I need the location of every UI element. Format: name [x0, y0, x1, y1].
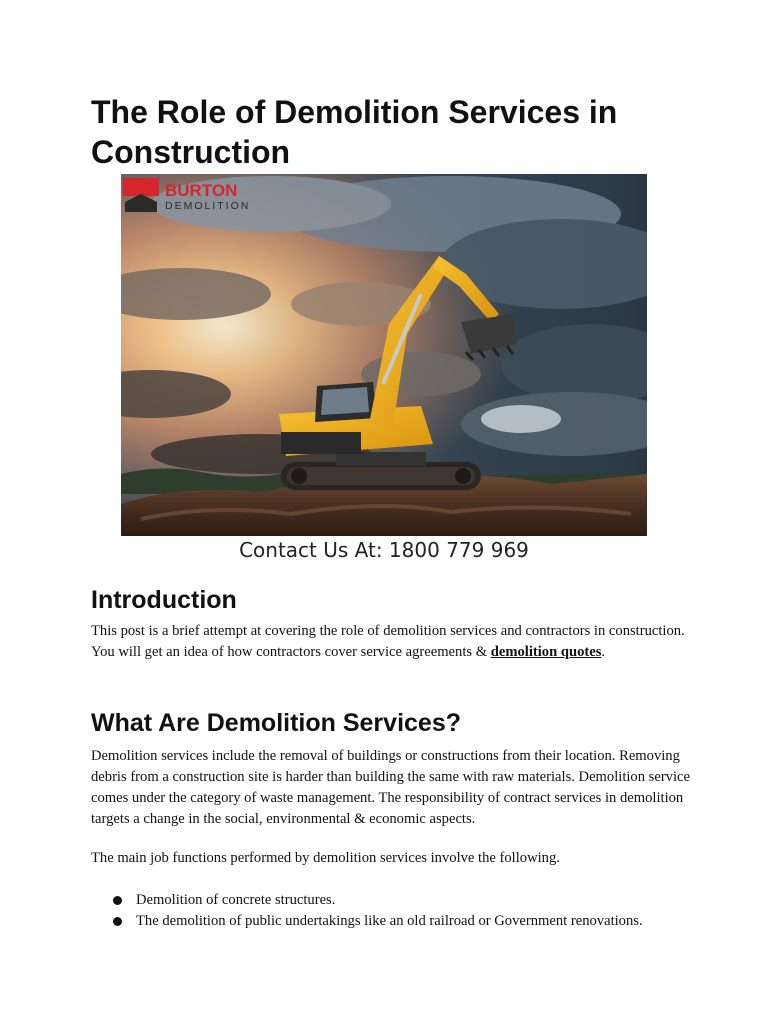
intro-paragraph	[91, 621, 691, 663]
bullet-icon	[113, 896, 122, 905]
logo-word-burton: BURTON	[165, 181, 238, 200]
page-title: The Role of Demolition Services in Construction	[91, 94, 618, 170]
intro-heading: Introduction	[91, 586, 237, 614]
list-item	[91, 911, 711, 932]
services-bullet-list	[91, 890, 711, 932]
logo-word-demolition: DEMOLITION	[165, 200, 251, 212]
services-heading: What Are Demolition Services?	[91, 709, 461, 737]
contact-line: Contact Us At: 1800 779 969	[239, 538, 529, 562]
intro-text: This post is a brief attempt at covering the role of demolition services and contractors in construction. You will get an idea of how contractors cover service agreements &	[91, 623, 685, 660]
list-item-text: The demolition of public undertakings like an old railroad or Government renovations.	[136, 913, 643, 929]
services-paragraph-1: Demolition services include the removal of buildings or constructions from their location. Removing debris from a construction site is harder than building the same with raw materials. Demolition service comes under the category of waste management. The responsibility of contract services in demolition targets a change in the social, environmental & economic aspects.	[91, 748, 690, 827]
demolition-quotes-link[interactable]: demolition quotes	[490, 644, 602, 660]
hero-image	[121, 174, 647, 536]
intro-text-end: .	[601, 644, 606, 660]
list-item	[91, 890, 711, 911]
list-item-text: Demolition of concrete structures.	[136, 892, 336, 908]
excavator-photo	[121, 174, 647, 536]
services-paragraph-2: The main job functions performed by demolition services involve the following.	[91, 850, 560, 866]
burton-demolition-logo	[123, 178, 250, 212]
bullet-icon	[113, 917, 122, 926]
